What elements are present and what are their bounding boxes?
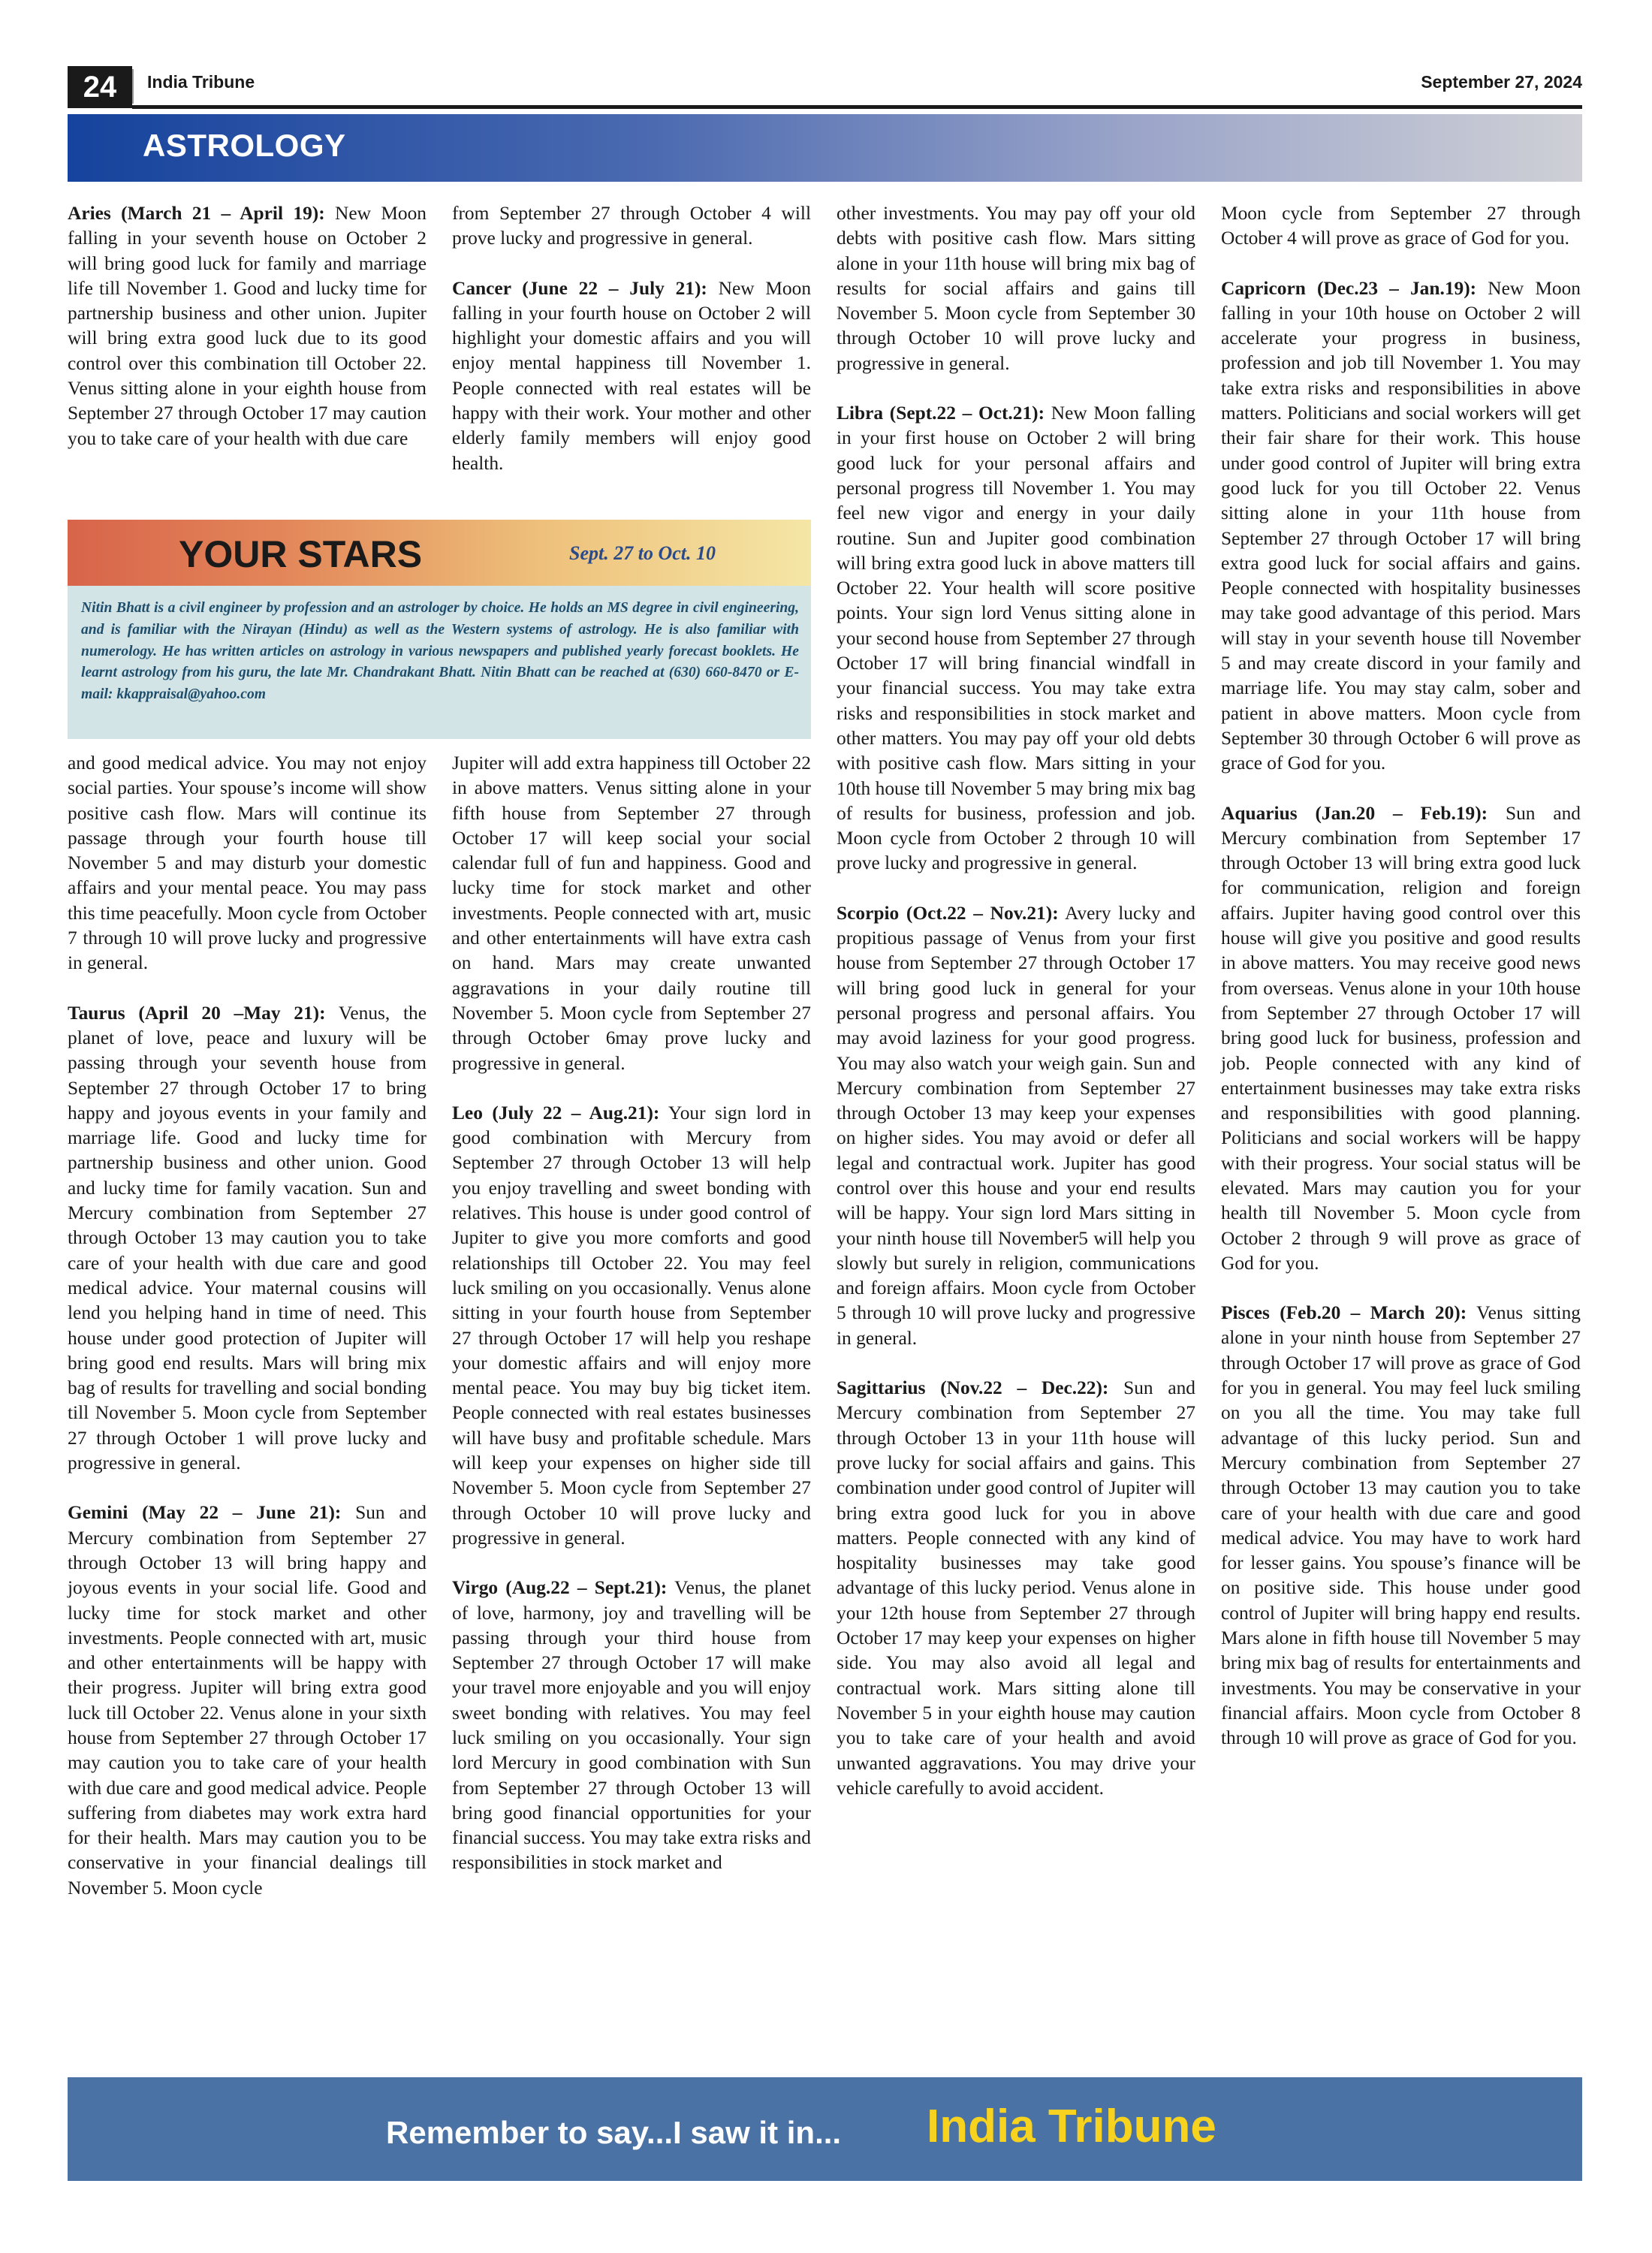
column-2-top: [452, 201, 811, 501]
column-4: [1221, 201, 1581, 1776]
sign-heading: Libra (Sept.22 – Oct.21):: [837, 403, 1045, 424]
sign-libra: [837, 401, 1195, 876]
sign-heading: Sagittarius (Nov.22 – Dec.22):: [837, 1377, 1109, 1399]
sign-heading: Cancer (June 22 – July 21):: [452, 277, 707, 299]
sign-sagittarius: [837, 1376, 1195, 1801]
sign-aquarius: [1221, 801, 1581, 1277]
header-divider: [132, 69, 134, 104]
page-number: 24: [68, 66, 132, 108]
footer-banner: [68, 2077, 1582, 2181]
column-3: [837, 201, 1195, 1826]
sign-text: Sun and Mercury combination from September 27 through October 13 will bring happy and joyous events in your social life. Good and lucky time for stock market and other investments. People connected with art, music and other entertainments will be happy with their progress. Jupiter will bring extra good luck till October 22. Venus alone in your sixth house from September 27 through October 17 may caution you to take care of your health with due care and good medical advice. People suffering from diabetes may work extra hard for their health. Mars may caution you to be conservative in your financial dealings till November 5. Moon cycle: [68, 1502, 427, 1899]
sign-heading: Taurus (April 20 –May 21):: [68, 1002, 326, 1024]
your-stars-dates: Sept. 27 to Oct. 10: [569, 542, 716, 564]
publication-name: India Tribune: [147, 72, 255, 92]
sign-text: New Moon falling in your seventh house on October 2 will bring good luck for family and marriage life till November 1. Good and lucky time for partnership business and other union. Jupiter will bring extra good luck due to its good control over this combination till October 22. Venus sitting alone in your eighth house from September 27 through October 17 may caution you to take care of your health with due care: [68, 203, 427, 449]
your-stars-banner: [68, 520, 811, 586]
sign-text: Moon cycle from September 27 through October 4 will prove as grace of God for you.: [1221, 203, 1581, 249]
column-2-bottom: [452, 751, 811, 1901]
sign-aries: [68, 201, 427, 451]
sign-heading: Leo (July 22 – Aug.21):: [452, 1102, 660, 1123]
sign-sagittarius-continued: [1221, 201, 1581, 252]
sign-text: and good medical advice. You may not enjoy social parties. Your spouse’s income will show positive cash flow. Mars will continue its passage through your fourth house till November 5 and may disturb your domestic affairs and your mental peace. You may pass this time peacefully. Moon cycle from October 7 through 10 will prove lucky and progressive in general.: [68, 753, 427, 974]
sign-pisces: [1221, 1301, 1581, 1751]
footer-slogan: Remember to say...I saw it in...: [386, 2115, 842, 2150]
sign-text: from September 27 through October 4 will prove lucky and progressive in general.: [452, 203, 811, 249]
sign-heading: Virgo (Aug.22 – Sept.21):: [452, 1577, 668, 1599]
sign-virgo-continued: [837, 201, 1195, 376]
sign-text: New Moon falling in your first house on October 2 will bring good luck for your personal affairs and personal progress till November 1. You may feel new vigor and energy in your daily routine. Sun and Jupiter good combination will bring extra good luck in above matters till October 22. Your health will score positive points. Your sign lord Venus sitting alone in your second house from September 27 through October 17 will bring financial windfall in your financial success. You may take extra risks and responsibilities in stock market and other matters. You may pay off your old debts with positive cash flow. Mars sitting in your 10th house till November 5 may bring mix bag of results for business, profession and job. Moon cycle from October 2 through 10 will prove lucky and progressive in general.: [837, 403, 1195, 874]
sign-heading: Aquarius (Jan.20 – Feb.19):: [1221, 802, 1488, 824]
sign-text: Venus sitting alone in your ninth house from September 27 through October 17 will prove as grace of God for you in general. You may feel luck smiling on you all the time. You may take full advantage of this lucky period. Sun and Mercury combination from September 27 through October 13 may caution you to take care of your health with due care and good medical advice. You may have to work hard for lesser gains. You spouse’s finance will be on positive side. This house under good control of Jupiter will bring happy end results. Mars alone in fifth house till November 5 may bring mix bag of results for entertainments and investments. You may be conservative in your financial affairs. Moon cycle from October 8 through 10 will prove as grace of God for you.: [1221, 1302, 1581, 1749]
sign-gemini-continued: [452, 201, 811, 252]
section-banner: [68, 114, 1582, 182]
your-stars-box: [68, 520, 811, 739]
sign-heading: Capricorn (Dec.23 – Jan.19):: [1221, 277, 1477, 299]
sign-heading: Aries (March 21 – April 19):: [68, 203, 325, 224]
astrologer-bio: Nitin Bhatt is a civil engineer by profession and an astrologer by choice. He holds an MS degree in civil engineering, and is familiar with the Nirayan (Hindu) as well as the Western systems of astrology. He is also familiar with numerology. He has written articles on astrology in various newspapers and published yearly forecast booklets. He learnt astrology from his guru, the late Mr. Chandrakant Bhatt. Nitin Bhatt can be reached at (630) 660-8470 or E-mail: kkappraisal@yahoo.com: [81, 600, 799, 703]
sign-leo: [452, 1101, 811, 1551]
sign-heading: Scorpio (Oct.22 – Nov.21):: [837, 902, 1059, 924]
sign-heading: Pisces (Feb.20 – March 20):: [1221, 1302, 1467, 1324]
sign-cancer-continued: [452, 751, 811, 1076]
sign-text: New Moon falling in your 10th house on October 2 will accelerate your progress in business, profession and job till November 1. You may take extra risks and responsibilities in above matters. Politicians and social workers will get their fair share for their work. This house under good control of Jupiter will bring extra good luck for you till October 22. Venus sitting alone in your 11th house from September 27 through October 17 will bring extra good luck for social affairs and gains. People connected with hospitality businesses may take good advantage of this period. Mars will stay in your seventh house till November 5 and may create discord in your family and marriage life. You may stay calm, sober and patient in above matters. Moon cycle from September 30 through October 6 will prove as grace of God for you.: [1221, 277, 1581, 774]
sign-text: Venus, the planet of love, peace and luxury will be passing through your seventh house from September 27 through October 17 to bring happy and joyous events in your family and marriage life. Good and lucky time for partnership business and other union. Good and lucky time for family vacation. Sun and Mercury combination from September 27 through October 13 may caution you to take care of your health with due care and good medical advice. Your maternal cousins will lend you helping hand in time of need. This house under good protection of Jupiter will bring good end results. Mars will bring mix bag of results for travelling and social bonding till November 5. Moon cycle from September 27 through October 1 will prove lucky and progressive in general.: [68, 1002, 427, 1474]
column-1-top: [68, 201, 427, 476]
sign-text: Jupiter will add extra happiness till October 22 in above matters. Venus sitting alone in your fifth house from September 27 through October 17 will keep social your social calendar full of fun and happiness. Good and lucky time for stock market and other investments. People connected with art, music and other entertainments will have extra cash on hand. Mars may create unwanted aggravations in your daily routine till November 5. Moon cycle from September 27 through October 6may prove lucky and progressive in general.: [452, 753, 811, 1074]
header-rule: [132, 105, 1582, 109]
sign-text: other investments. You may pay off your old debts with positive cash flow. Mars sitting alone in your 11th house will bring mix bag of results for social affairs and gains till November 5. Moon cycle from September 30 through October 10 will prove lucky and progressive in general.: [837, 203, 1195, 374]
issue-date: September 27, 2024: [1421, 72, 1582, 92]
sign-heading: Gemini (May 22 – June 21):: [68, 1502, 342, 1524]
sign-text: Sun and Mercury combination from September 27 through October 13 in your 11th house will prove lucky for social affairs and gains. This combination under good control of Jupiter will bring extra good luck for you in above matters. People connected with any kind of hospitality businesses may take good advantage of this lucky period. Venus alone in your 12th house from September 27 through October 17 may keep your expenses on higher side. You may also avoid all legal and contractual work. Mars sitting alone till November 5 in your eighth house may caution you to take care of your health and avoid unwanted aggravations. You may drive your vehicle carefully to avoid accident.: [837, 1377, 1195, 1799]
sign-text: Venus, the planet of love, harmony, joy and travelling will be passing through your third house from September 27 through October 17 will make your travel more enjoyable and you will enjoy sweet bonding with relatives. You may feel luck smiling on you occasionally. Your sign lord Mercury in good combination with Sun from September 27 through October 13 will bring good financial opportunities for your financial success. You may take extra risks and responsibilities in stock market and: [452, 1577, 811, 1874]
sign-text: Avery lucky and propitious passage of Venus from your first house from September 27 through October 17 will bring good luck in general for your personal progress and personal affairs. You may avoid laziness for your good progress. You may also watch your weigh gain. Sun and Mercury combination from September 27 through October 13 may keep your expenses on higher sides. You may avoid or defer all legal and contractual work. Jupiter has good control over this house and your end results will be happy. Your sign lord Mars sitting in your ninth house till November5 will help you slowly but surely in religion, communications and foreign affairs. Moon cycle from October 5 through 10 will prove lucky and progressive in general.: [837, 902, 1195, 1349]
sign-virgo: [452, 1576, 811, 1876]
footer-brand: India Tribune: [927, 2101, 1216, 2152]
sign-aries-continued: [68, 751, 427, 976]
sign-gemini: [68, 1500, 427, 1901]
section-title: ASTROLOGY: [143, 128, 346, 163]
sign-text: New Moon falling in your fourth house on October 2 will highlight your domestic affairs and you will enjoy mental happiness till November 1. People connected with real estates will be happy with their work. Your mother and other elderly family members will enjoy good health.: [452, 277, 812, 474]
column-1-bottom: [68, 751, 427, 1926]
sign-capricorn: [1221, 276, 1581, 777]
sign-taurus: [68, 1001, 427, 1476]
your-stars-title: YOUR STARS: [179, 533, 423, 575]
sign-text: Sun and Mercury combination from September 17 through October 13 will bring extra good luck for communication, religion and foreign affairs. Jupiter having good control over this house will give you positive and good results in above matters. You may receive good news from overseas. Venus alone in your 10th house from September 27 through October 17 will bring good luck for business, profession and job. People connected with any kind of entertainment businesses may take extra risks and responsibilities with good planning. Politicians and social workers will be happy with their progress. Your social status will be elevated. Mars may caution you for your health till November 5. Moon cycle from October 2 through 9 will prove as grace of God for you.: [1221, 802, 1581, 1274]
sign-scorpio: [837, 901, 1195, 1351]
sign-text: Your sign lord in good combination with Mercury from September 27 through October 13 will help you enjoy travelling and sweet bonding with relatives. This house is under good control of Jupiter to give you more comforts and good relationships till October 22. You may feel luck smiling on you occasionally. Venus alone sitting in your fourth house from September 27 through October 17 will help you reshape your domestic affairs and will enjoy more mental peace. You may buy big ticket item. People connected with real estates businesses will have busy and profitable schedule. Mars will keep your expenses on higher side till November 5. Moon cycle from September 27 through October 10 will prove lucky and progressive in general.: [452, 1102, 811, 1549]
sign-cancer: [452, 276, 811, 476]
